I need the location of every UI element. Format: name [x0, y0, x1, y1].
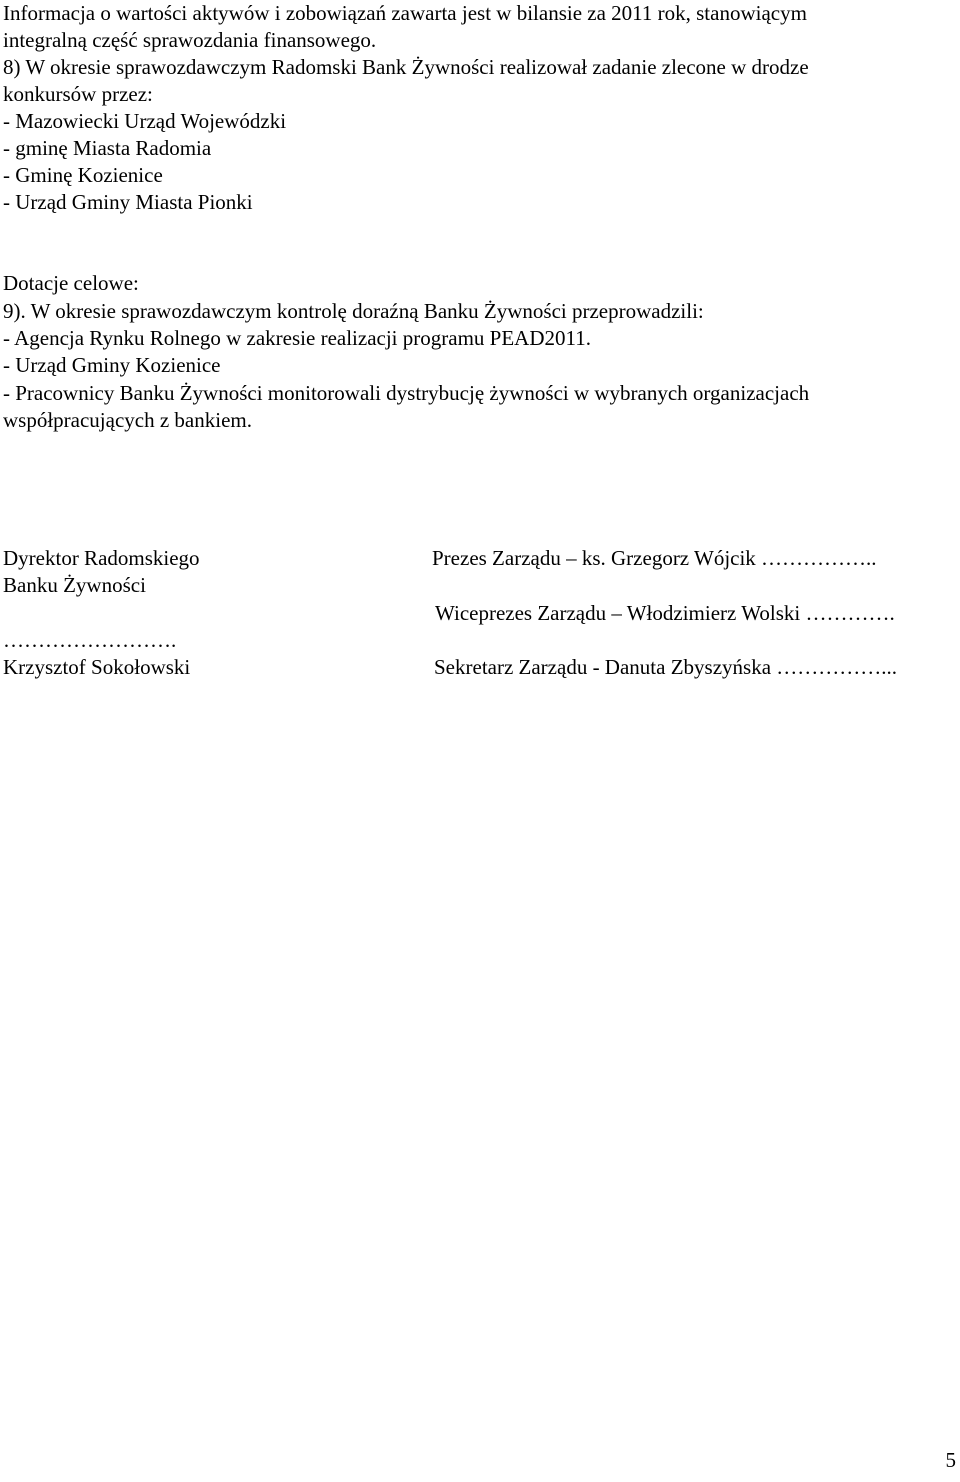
section-9-item-3: - Pracownicy Banku Żywności monitorowali dystrybucję żywności w wybranych organizacjach — [3, 381, 810, 405]
section-9-item-2: - Urząd Gminy Kozienice — [3, 353, 221, 377]
page-number: 5 — [945, 1448, 956, 1472]
section-8-item-2: - gminę Miasta Radomia — [3, 136, 212, 160]
intro-line-2: integralną część sprawozdania finansowego. — [3, 28, 377, 52]
dotacje-heading: Dotacje celowe: — [3, 271, 139, 295]
section-8-item-3: - Gminę Kozienice — [3, 163, 163, 187]
section-9-item-3-cont: współpracujących z bankiem. — [3, 408, 252, 432]
section-9-item-1: - Agencja Rynku Rolnego w zakresie realizacji programu PEAD2011. — [3, 326, 591, 350]
section-8-item-4: - Urząd Gminy Miasta Pionki — [3, 190, 253, 214]
sekretarz-signature-line: Sekretarz Zarządu - Danuta Zbyszyńska ……………... — [434, 655, 898, 679]
director-name: Krzysztof Sokołowski — [3, 655, 191, 679]
intro-line-1: Informacja o wartości aktywów i zobowiązań zawarta jest w bilansie za 2011 rok, stanowiącym — [3, 1, 807, 25]
section-8-line-2: konkursów przez: — [3, 82, 153, 106]
section-9-line-1: 9). W okresie sprawozdawczym kontrolę doraźną Banku Żywności przeprowadzili: — [3, 299, 704, 323]
wiceprezes-signature-line: Wiceprezes Zarządu – Włodzimierz Wolski …………. — [435, 601, 895, 625]
section-8-line-1: 8) W okresie sprawozdawczym Radomski Bank Żywności realizował zadanie zlecone w drodze — [3, 55, 809, 79]
director-title-line-1: Dyrektor Radomskiego — [3, 546, 200, 570]
section-8-item-1: - Mazowiecki Urząd Wojewódzki — [3, 109, 287, 133]
director-title-line-2: Banku Żywności — [3, 573, 146, 597]
director-signature-dots: ……………………. — [3, 628, 177, 652]
prezes-signature-line: Prezes Zarządu – ks. Grzegorz Wójcik …………….. — [432, 546, 877, 570]
